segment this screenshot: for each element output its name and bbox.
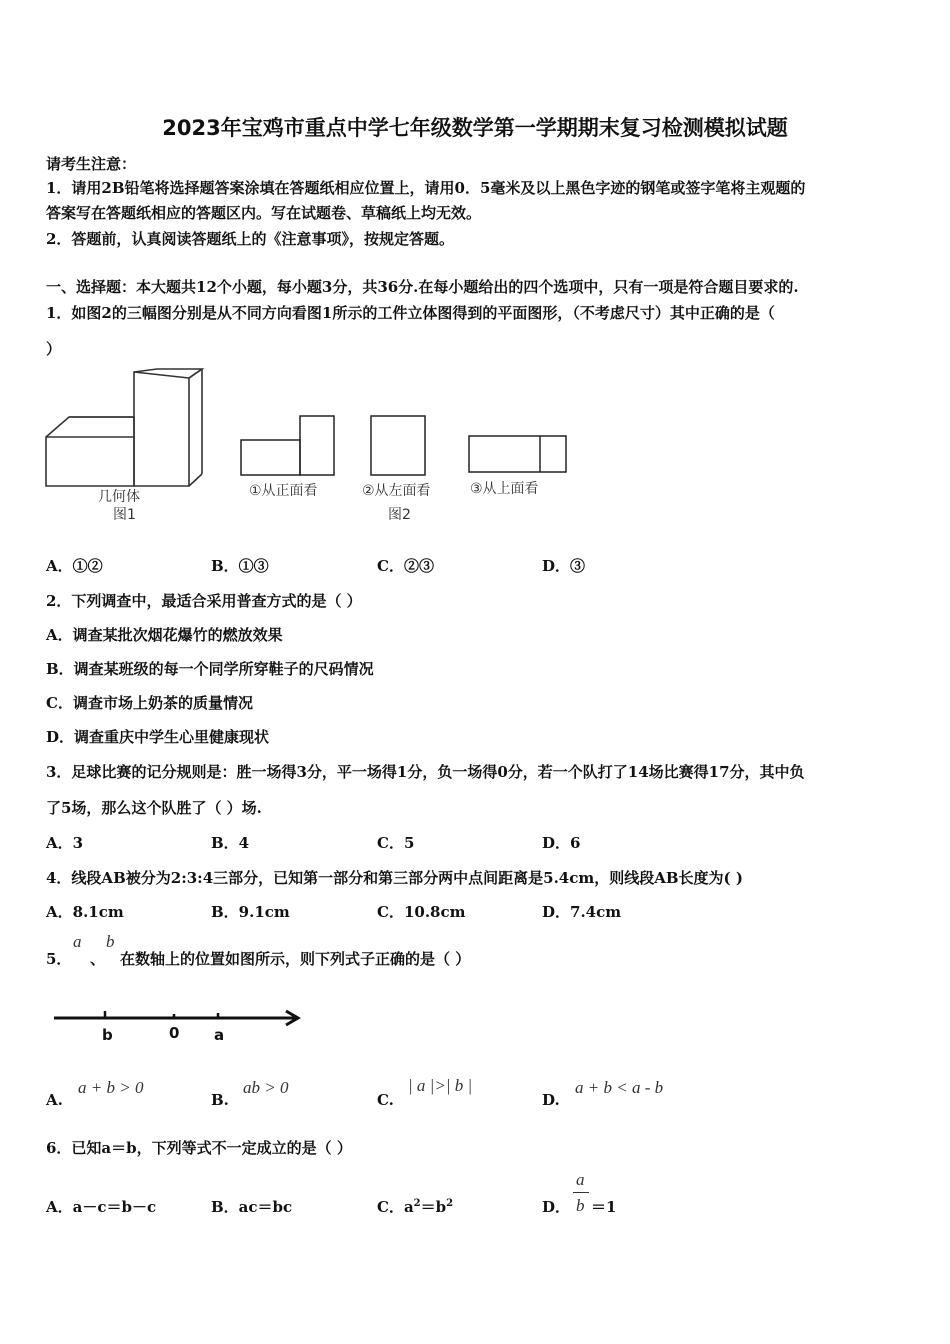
q4-option-d[interactable]: D．7.4cm	[542, 903, 622, 921]
q1-option-d[interactable]: D．③	[542, 557, 586, 575]
q6-option-c-exp1: 2	[413, 1198, 421, 1209]
q4-stem: 4．线段AB被分为2:3:4三部分，已知第一部分和第三部分两中点间距离是5.4cm，则线段AB长度为( )	[46, 869, 743, 887]
q3-stem-b: 了5场，那么这个队胜了（ ）场.	[46, 799, 262, 817]
view-left-label: ②从左面看	[362, 483, 431, 499]
page-title: 2023年宝鸡市重点中学七年级数学第一学期期末复习检测模拟试题	[162, 116, 788, 140]
q1-stem: 1．如图2的三幅图分别是从不同方向看图1所示的工件立体图得到的平面图形，（不考虑尺寸）其中正确的是（	[46, 304, 775, 322]
q6-stem: 6．已知a＝b，下列等式不一定成立的是（ ）	[46, 1139, 352, 1157]
q2-option-c[interactable]: C．调查市场上奶茶的质量情况	[46, 694, 253, 712]
q3-option-d[interactable]: D．6	[542, 834, 581, 852]
axis-label-0: 0	[169, 1024, 180, 1042]
q1-option-b[interactable]: B．①③	[211, 557, 269, 575]
q2-option-b[interactable]: B．调查某班级的每一个同学所穿鞋子的尺码情况	[46, 660, 374, 678]
q5-option-a-letter[interactable]: A.	[46, 1091, 63, 1109]
q5-var-b: b	[106, 932, 115, 951]
q3-option-a[interactable]: A．3	[46, 834, 84, 852]
view-front-label: ①从正面看	[249, 483, 318, 499]
q5-option-c-expr[interactable]: | a |>| b |	[408, 1076, 473, 1095]
q6-option-d-rest[interactable]: ＝1	[591, 1198, 617, 1216]
q5-separator: 、	[90, 950, 106, 968]
section-heading: 一、选择题：本大题共12个小题，每小题3分，共36分.在每小题给出的四个选项中，只有一项是符合题目要求的.	[46, 278, 799, 296]
axis-label-a: a	[214, 1026, 225, 1044]
q5-var-a: a	[73, 932, 82, 951]
q2-option-d[interactable]: D．调查重庆中学生心里健康现状	[46, 728, 270, 746]
q3-option-c[interactable]: C．5	[377, 834, 415, 852]
q1-stem-end: ）	[46, 340, 62, 358]
q6-option-d-letter[interactable]: D．	[542, 1198, 571, 1216]
figure-2-caption: 图2	[388, 507, 411, 523]
q4-option-c[interactable]: C．10.8cm	[377, 903, 466, 921]
figure-1-name: 几何体	[98, 489, 140, 505]
q6-option-c-mid: ＝b	[420, 1198, 447, 1216]
q6-option-b[interactable]: B．ac＝bc	[211, 1198, 293, 1216]
q5-number: 5．	[46, 950, 72, 968]
q5-stem: 在数轴上的位置如图所示，则下列式子正确的是（ ）	[120, 950, 471, 968]
q2-option-a[interactable]: A．调查某批次烟花爆竹的燃放效果	[46, 626, 283, 644]
q2-stem: 2．下列调查中，最适合采用普查方式的是（ ）	[46, 592, 362, 610]
q1-option-a[interactable]: A．①②	[46, 557, 103, 575]
q6-option-c-base: C．a	[377, 1198, 414, 1216]
q5-option-c-letter[interactable]: C.	[377, 1091, 394, 1109]
q5-option-b-letter[interactable]: B.	[211, 1091, 229, 1109]
q6-option-a[interactable]: A．a－c＝b－c	[46, 1198, 157, 1216]
figure-1-caption: 图1	[113, 507, 136, 523]
q6-option-d-denominator: b	[576, 1196, 585, 1215]
q6-option-d-fraction-bar	[573, 1192, 589, 1193]
q1-option-c[interactable]: C．②③	[377, 557, 434, 575]
q5-option-a-expr[interactable]: a + b > 0	[78, 1078, 144, 1097]
q5-option-d-letter[interactable]: D.	[542, 1091, 560, 1109]
q4-option-a[interactable]: A．8.1cm	[46, 903, 124, 921]
notice-heading: 请考生注意：	[46, 155, 137, 173]
q6-option-d-numerator: a	[576, 1170, 585, 1189]
q3-stem: 3．足球比赛的记分规则是：胜一场得3分，平一场得1分，负一场得0分，若一个队打了14场比赛得17分，其中负	[46, 763, 805, 781]
q6-option-c[interactable]	[377, 1196, 453, 1217]
q6-option-c-exp2: 2	[446, 1198, 454, 1209]
q4-option-b[interactable]: B．9.1cm	[211, 903, 290, 921]
q5-option-d-expr[interactable]: a + b < a - b	[575, 1078, 664, 1097]
number-line	[52, 1008, 304, 1048]
notice-line-1: 1．请用2B铅笔将选择题答案涂填在答题纸相应位置上，请用0．5毫米及以上黑色字迹的钢笔或签字笔将主观题的	[46, 179, 806, 197]
notice-line-1b: 答案写在答题纸相应的答题区内。写在试题卷、草稿纸上均无效。	[46, 204, 482, 222]
view-top-label: ③从上面看	[470, 481, 539, 497]
notice-line-2: 2．答题前，认真阅读答题纸上的《注意事项》，按规定答题。	[46, 230, 454, 248]
axis-label-b: b	[102, 1026, 113, 1044]
q5-option-b-expr[interactable]: ab > 0	[243, 1078, 289, 1097]
q3-option-b[interactable]: B．4	[211, 834, 250, 852]
